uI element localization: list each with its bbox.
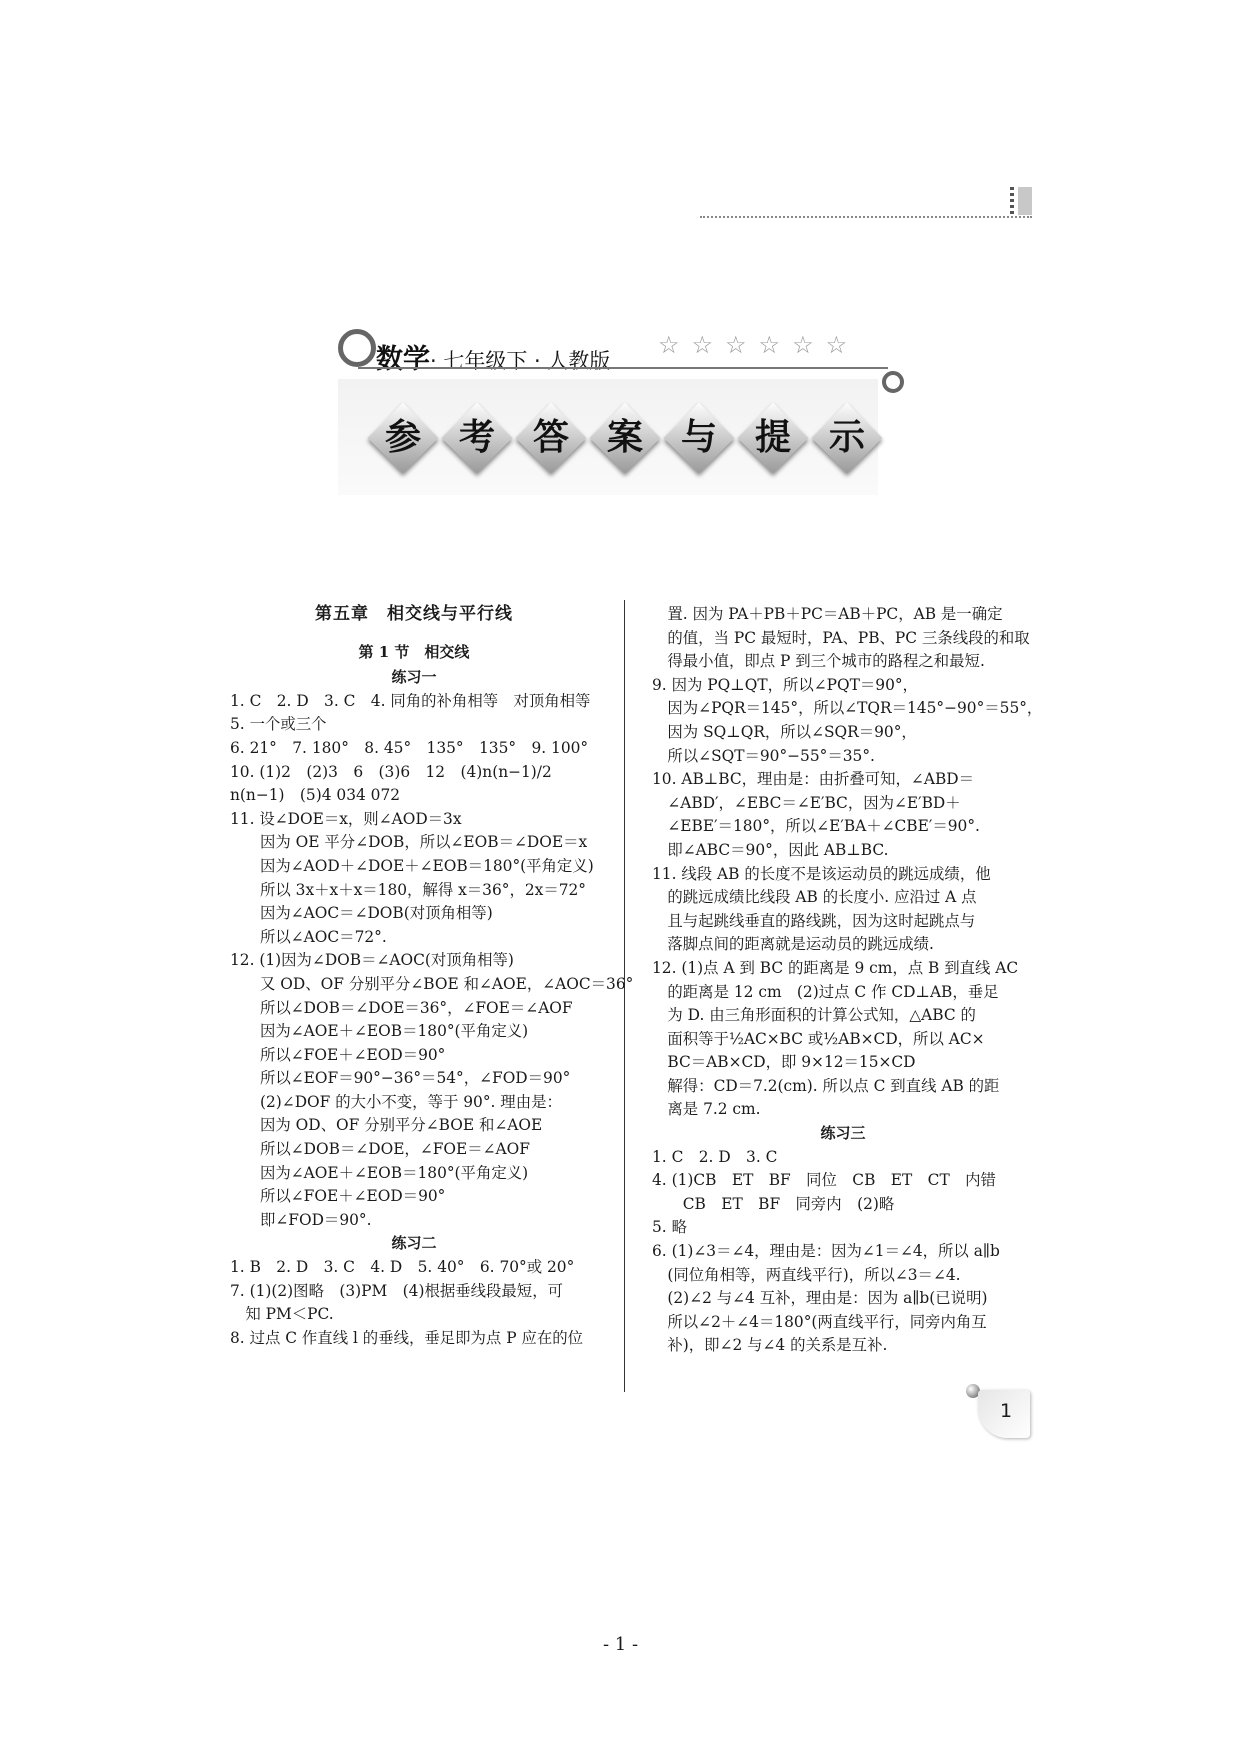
answer-line: 8. 过点 C 作直线 l 的垂线，垂足即为点 P 应在的位 (230, 1328, 584, 1347)
exercise-3-answers (652, 1146, 1034, 1358)
exercise-3-title: 练习三 (820, 1124, 866, 1143)
book-title (376, 337, 610, 376)
answer-line: 且与起跳线垂直的路线跳，因为这时起跳点与 (652, 911, 976, 930)
title-diamond (740, 405, 806, 471)
answer-line: 面积等于½AC×BC 或½AB×CD，所以 AC× (652, 1029, 985, 1048)
title-char: 参 (384, 417, 421, 458)
exercise-2-continued (652, 603, 1043, 1122)
answer-line: 的距离是 12 cm (2)过点 C 作 CD⊥AB，垂足 (652, 982, 999, 1001)
q11-solution (230, 831, 598, 949)
ring-icon (338, 329, 376, 367)
title-diamond (592, 405, 658, 471)
corner-mark (1010, 187, 1032, 215)
answer-line: 7. (1)(2)图略 (3)PM (4)根据垂线段最短，可 (230, 1281, 563, 1300)
answer-line: 即∠FOD＝90°. (260, 1210, 372, 1229)
answer-line: 9. 因为 PQ⊥QT，所以∠PQT＝90°， (652, 675, 918, 694)
answer-line: 1. C 2. D 3. C (652, 1147, 778, 1166)
answer-line: 所以 3x＋x＋x＝180，解得 x＝36°，2x＝72° (260, 880, 586, 899)
answer-line: 所以∠EOF＝90°−36°＝54°，∠FOD＝90° (260, 1069, 571, 1088)
answer-line: 6. (1)∠3＝∠4，理由是：因为∠1＝∠4，所以 a∥b (652, 1242, 1000, 1261)
answer-line: 6. 21° 7. 180° 8. 45° 135° 135° 9. 100° (230, 738, 589, 757)
answer-line: 因为 SQ⊥QR，所以∠SQR＝90°， (652, 722, 917, 741)
title-char: 示 (828, 417, 865, 458)
answer-line: 所以∠DOB＝∠DOE＝36°，∠FOE＝∠AOF (260, 998, 573, 1017)
answer-line: (同位角相等，两直线平行)，所以∠3＝∠4. (652, 1265, 961, 1284)
answer-line: 又 OD、OF 分别平分∠BOE 和∠AOE，∠AOC＝36° (260, 974, 634, 993)
answer-line: 因为∠AOE＋∠EOB＝180°(平角定义) (260, 1022, 529, 1041)
answer-line: 因为 OE 平分∠DOB，所以∠EOB＝∠DOE＝x (260, 833, 588, 852)
answer-line: 知 PM＜PC. (230, 1305, 334, 1324)
exercise-2-answers (230, 1256, 598, 1350)
title-char: 提 (754, 417, 791, 458)
star-icon: ☆ (725, 331, 747, 359)
chapter-title: 第五章 相交线与平行线 (315, 604, 513, 624)
answer-line: 得最小值，即点 P 到三个城市的路程之和最短. (652, 652, 985, 671)
answer-line: 因为∠AOD＋∠DOE＋∠EOB＝180°(平角定义) (260, 856, 594, 875)
answer-line: 为 D. 由三角形面积的计算公式知，△ABC 的 (652, 1006, 976, 1025)
answer-line: 10. AB⊥BC，理由是：由折叠可知，∠ABD＝ (652, 770, 974, 789)
answer-line: 1. C 2. D 3. C 4. 同角的补角相等 对顶角相等 (230, 691, 591, 710)
answer-line: 11. 设∠DOE＝x，则∠AOD＝3x (230, 809, 462, 828)
answer-line: 10. (1)2 (2)3 6 (3)6 12 (4)n(n−1)/2 (230, 762, 552, 781)
answer-line: 11. 线段 AB 的长度不是该运动员的跳远成绩，他 (652, 864, 991, 883)
banner-rule (358, 367, 888, 369)
answer-line: 5. 一个或三个 (230, 715, 327, 734)
star-icon: ☆ (758, 331, 781, 359)
answer-line: 因为∠AOC＝∠DOB(对顶角相等) (260, 904, 493, 923)
badge-number: 1 (1000, 1400, 1013, 1422)
answer-line: ∠ABD′，∠EBC＝∠E′BC，因为∠E′BD＋ (652, 793, 961, 812)
header-banner (338, 325, 908, 495)
q12-first-line: 12. (1)因为∠DOB＝∠AOC(对顶角相等) (230, 951, 514, 970)
star-icon: ☆ (658, 331, 680, 359)
title-diamond (370, 405, 436, 471)
page-number: - 1 - (602, 1634, 639, 1655)
title-char: 考 (458, 417, 495, 458)
answer-title (370, 405, 880, 471)
answer-line: 所以∠FOE＋∠EOD＝90° (260, 1187, 446, 1206)
star-icon: ☆ (691, 331, 714, 359)
answer-line: 补)，即∠2 与∠4 的关系是互补. (652, 1336, 888, 1355)
answer-line: 离是 7.2 cm. (652, 1100, 761, 1119)
answer-line: 5. 略 (652, 1218, 687, 1237)
q12-solution (230, 973, 634, 1233)
answer-line: 所以∠FOE＋∠EOD＝90° (260, 1045, 446, 1064)
corner-dots (1010, 187, 1014, 215)
answer-line: CB ET BF 同旁内 (2)略 (652, 1194, 895, 1213)
answer-line: 所以∠SQT＝90°−55°＝35°. (652, 746, 875, 765)
top-dotted-rule (700, 216, 1032, 218)
answer-line: n(n−1) (5)4 034 072 (230, 786, 401, 805)
answer-line: 因为 OD、OF 分别平分∠BOE 和∠AOE (260, 1116, 543, 1135)
star-icon: ☆ (792, 331, 814, 359)
title-char: 答 (532, 417, 569, 458)
answer-line: 所以∠DOB＝∠DOE，∠FOE＝∠AOF (260, 1140, 530, 1159)
answer-line: 的跳远成绩比线段 AB 的长度小. 应沿过 A 点 (652, 888, 977, 907)
answer-line: 所以∠2＋∠4＝180°(两直线平行，同旁内角互 (652, 1312, 987, 1331)
corner-bar (1018, 187, 1032, 215)
answer-line: 置. 因为 PA＋PB＋PC＝AB＋PC，AB 是一确定 (652, 605, 1003, 623)
title-diamond (444, 405, 510, 471)
left-column (230, 603, 634, 1350)
title-char: 案 (606, 417, 643, 458)
answer-line: (2)∠DOF 的大小不变，等于 90°. 理由是： (260, 1092, 562, 1111)
exercise-1-answers (230, 690, 598, 832)
answer-line: 1. B 2. D 3. C 4. D 5. 40° 6. 70°或 20° (230, 1258, 575, 1277)
answer-line: 所以∠AOC＝72°. (260, 927, 387, 946)
title-char: 与 (680, 417, 717, 458)
section-title: 第 1 节 相交线 (358, 642, 470, 661)
title-diamond (666, 405, 732, 471)
subject-label: 数学 (376, 344, 430, 375)
answer-line: 落脚点间的距离就是运动员的跳远成绩. (652, 935, 934, 954)
answer-line: 即∠ABC＝90°，因此 AB⊥BC. (652, 840, 889, 859)
exercise-1-title: 练习一 (391, 668, 437, 687)
answer-line: ∠EBE′＝180°，所以∠E′BA＋∠CBE′＝90°. (652, 817, 980, 836)
answer-line: 因为∠PQR＝145°，所以∠TQR＝145°−90°＝55°， (652, 699, 1043, 718)
answer-line: 解得：CD＝7.2(cm). 所以点 C 到直线 AB 的距 (652, 1076, 1000, 1095)
title-diamond (518, 405, 584, 471)
answer-line: BC＝AB×CD，即 9×12＝15×CD (652, 1053, 916, 1072)
answer-line: 因为∠AOE＋∠EOB＝180°(平角定义) (260, 1163, 529, 1182)
answer-line: 12. (1)点 A 到 BC 的距离是 9 cm，点 B 到直线 AC (652, 958, 1019, 977)
grade-edition-label: · 七年级下 · 人教版 (430, 349, 611, 373)
star-icon: ☆ (825, 331, 848, 359)
title-diamond (814, 405, 880, 471)
right-column (652, 603, 1043, 1358)
star-row (658, 331, 847, 359)
page-badge (978, 1390, 1034, 1442)
answer-line: (2)∠2 与∠4 互补，理由是：因为 a∥b(已说明) (652, 1289, 988, 1308)
answer-line: 的值，当 PC 最短时，PA、PB、PC 三条线段的和取 (652, 628, 1030, 647)
exercise-2-title: 练习二 (391, 1234, 437, 1253)
small-ring-icon (882, 371, 904, 393)
answer-line: 4. (1)CB ET BF 同位 CB ET CT 内错 (652, 1171, 996, 1190)
